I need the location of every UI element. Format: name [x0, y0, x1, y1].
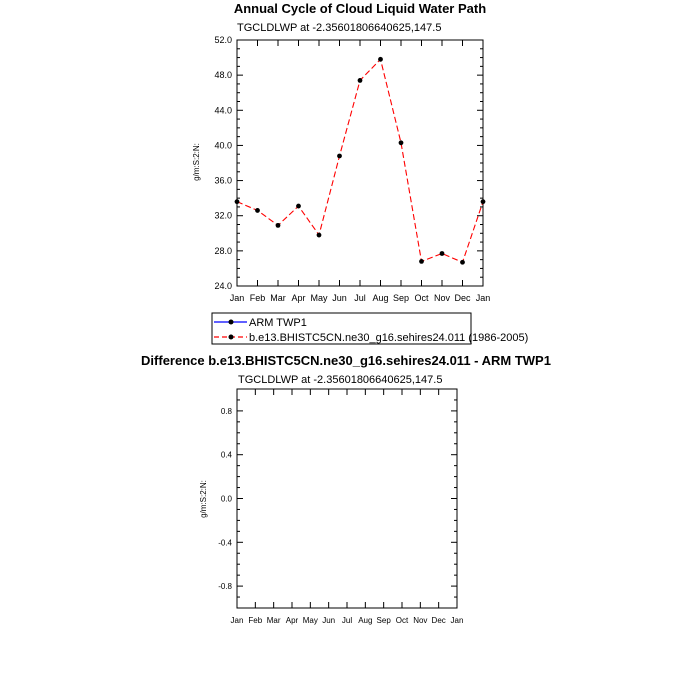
legend: [212, 313, 528, 344]
plot-frame: [237, 389, 457, 608]
x-tick-label: Oct: [395, 616, 409, 625]
top-chart-title: Annual Cycle of Cloud Liquid Water Path: [233, 1, 487, 16]
top-chart-ylabel: g/m:S:2:N:: [192, 143, 201, 181]
data-point: [358, 78, 363, 83]
x-tick-label: May: [310, 293, 328, 303]
y-tick-label: 52.0: [214, 35, 232, 45]
x-tick-label: Feb: [248, 616, 263, 625]
y-tick-label: 48.0: [214, 70, 232, 81]
x-tick-label: Mar: [266, 616, 281, 625]
x-tick-label: Jan: [229, 293, 245, 303]
legend-label-model: b.e13.BHISTC5CN.ne30_g16.sehires24.011 (1986-2005): [249, 332, 529, 344]
bottom-chart-title: Difference b.e13.BHISTC5CN.ne30_g16.sehires24.011 - ARM TWP1: [141, 353, 551, 368]
y-tick-label: 44.0: [214, 105, 232, 116]
legend-label-arm: ARM TWP1: [249, 317, 307, 329]
y-tick-label: 0.8: [220, 406, 232, 416]
x-tick-label: Nov: [413, 616, 428, 625]
top-chart-subtitle: TGCLDLWP at -2.35601806640625,147.5: [237, 22, 442, 34]
series-line-1: [237, 59, 483, 262]
x-tick-label: Sep: [376, 616, 391, 625]
legend-marker-model: [229, 335, 234, 340]
y-tick-label: 32.0: [214, 210, 232, 221]
bottom-chart-ylabel: g/m:S:2:N:: [199, 480, 208, 518]
y-tick-label: 36.0: [214, 175, 232, 186]
x-tick-label: Jun: [322, 616, 336, 625]
x-tick-label: Dec: [431, 616, 446, 625]
plot-frame: [237, 40, 483, 286]
data-point: [276, 223, 281, 228]
y-tick-label: 24.0: [214, 281, 232, 291]
data-point: [460, 260, 465, 265]
x-tick-label: Jun: [332, 293, 347, 303]
data-point: [296, 204, 301, 209]
bottom-plot-area: [218, 389, 463, 625]
x-tick-label: Apr: [291, 293, 306, 303]
x-tick-label: Jan: [230, 616, 244, 625]
x-tick-label: Dec: [454, 293, 471, 303]
y-tick-label: 0.4: [220, 450, 232, 460]
y-tick-label: 0.0: [220, 494, 232, 504]
data-point: [399, 140, 404, 145]
data-point: [235, 199, 240, 204]
x-tick-label: Jul: [341, 616, 353, 625]
x-tick-label: Jan: [475, 293, 491, 303]
top-plot-area: [214, 35, 490, 303]
x-tick-label: Nov: [433, 293, 451, 303]
x-tick-label: Jan: [450, 616, 464, 625]
y-tick-label: -0.8: [218, 582, 232, 592]
bottom-chart-subtitle: TGCLDLWP at -2.35601806640625,147.5: [238, 374, 443, 386]
data-point: [378, 57, 383, 62]
x-tick-label: Mar: [270, 293, 286, 303]
x-tick-label: Feb: [249, 293, 266, 303]
data-point: [317, 233, 322, 238]
y-tick-label: 28.0: [214, 245, 232, 256]
x-tick-label: Sep: [392, 293, 410, 303]
data-point: [255, 208, 260, 213]
x-tick-label: Jul: [354, 293, 366, 303]
data-point: [481, 199, 486, 204]
data-point: [440, 251, 445, 256]
x-tick-label: Aug: [372, 293, 389, 303]
legend-marker-arm: [229, 320, 234, 325]
y-tick-label: -0.4: [218, 538, 232, 548]
x-tick-label: Apr: [285, 616, 299, 625]
x-tick-label: May: [302, 616, 318, 625]
x-tick-label: Oct: [414, 293, 429, 303]
y-tick-label: 40.0: [214, 140, 232, 151]
data-point: [419, 259, 424, 264]
data-point: [337, 154, 342, 159]
x-tick-label: Aug: [358, 616, 373, 625]
